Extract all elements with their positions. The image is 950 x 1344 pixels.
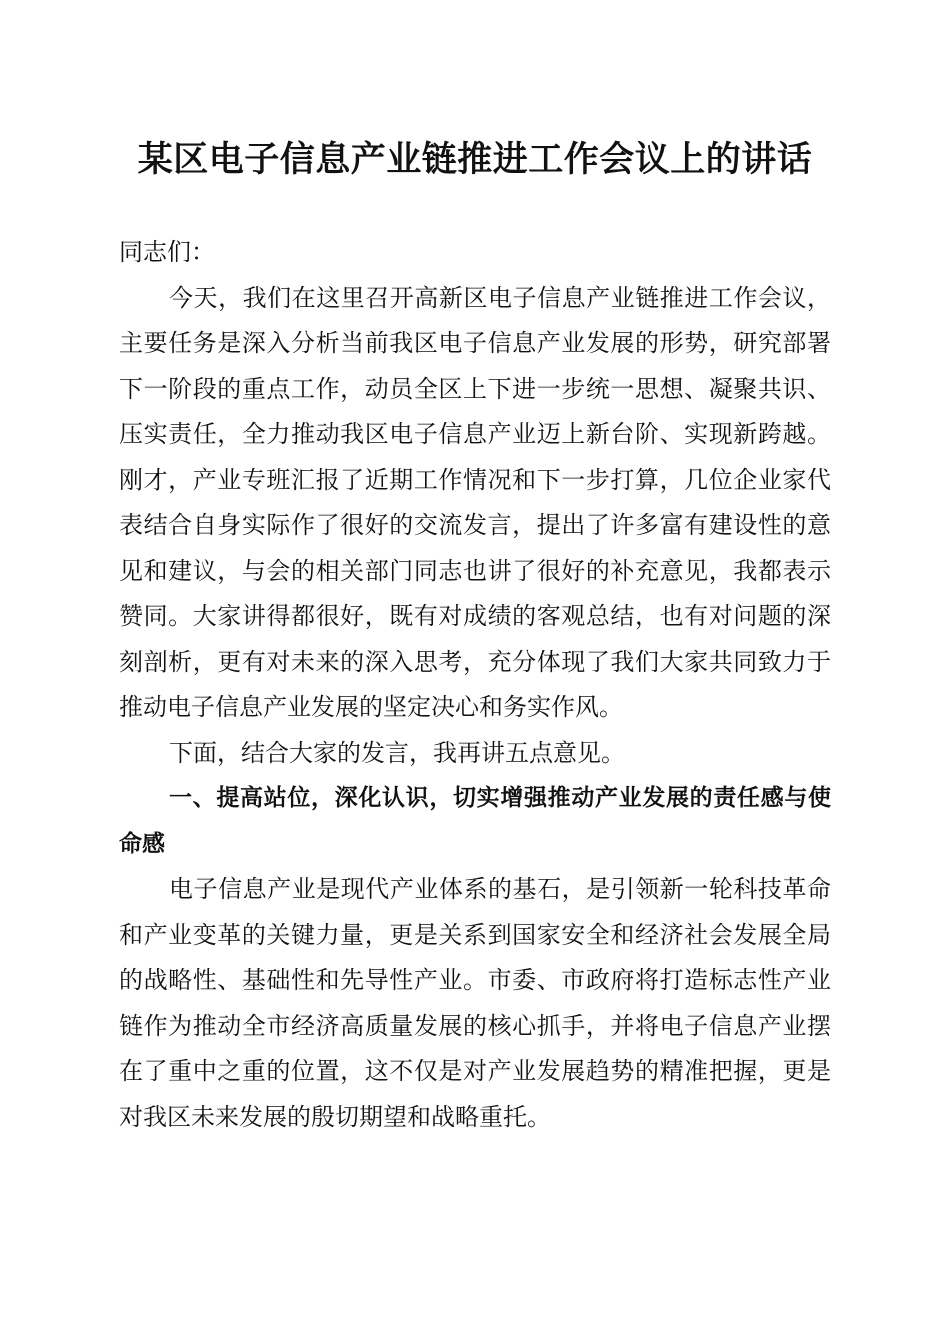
paragraph-transition: 下面，结合大家的发言，我再讲五点意见。 [169,738,625,767]
salutation: 同志们： [119,238,215,266]
document-body [119,230,831,1140]
paragraph-section-1: 电子信息产业是现代产业体系的基石，是引领新一轮科技革命和产业变革的关键力量，更是关系到国家安全和经济社会发展全局的战略性、基础性和先导性产业。市委、市政府将打造标志性产业链作为推动全市经济高质量发展的核心抓手，并将电子信息产业摆在了重中之重的位置，这不仅是对产业发展趋势的精准把握，更是对我区未来发展的殷切期望和战略重托。 [119,875,831,1131]
paragraph-opening: 今天，我们在这里召开高新区电子信息产业链推进工作会议，主要任务是深入分析当前我区电子信息产业发展的形势，研究部署下一阶段的重点工作，动员全区上下进一步统一思想、凝聚共识、压实责任，全力推动我区电子信息产业迈上新台阶、实现新跨越。刚才，产业专班汇报了近期工作情况和下一步打算，几位企业家代表结合自身实际作了很好的交流发言，提出了许多富有建设性的意见和建议，与会的相关部门同志也讲了很好的补充意见，我都表示赞同。大家讲得都很好，既有对成绩的客观总结，也有对问题的深刻剖析，更有对未来的深入思考，充分体现了我们大家共同致力于推动电子信息产业发展的坚定决心和务实作风。 [119,283,831,721]
document-title: 某区电子信息产业链推进工作会议上的讲话 [137,139,813,180]
section-heading-1: 一、提高站位，深化认识，切实增强推动产业发展的责任感与使命感 [119,785,831,857]
